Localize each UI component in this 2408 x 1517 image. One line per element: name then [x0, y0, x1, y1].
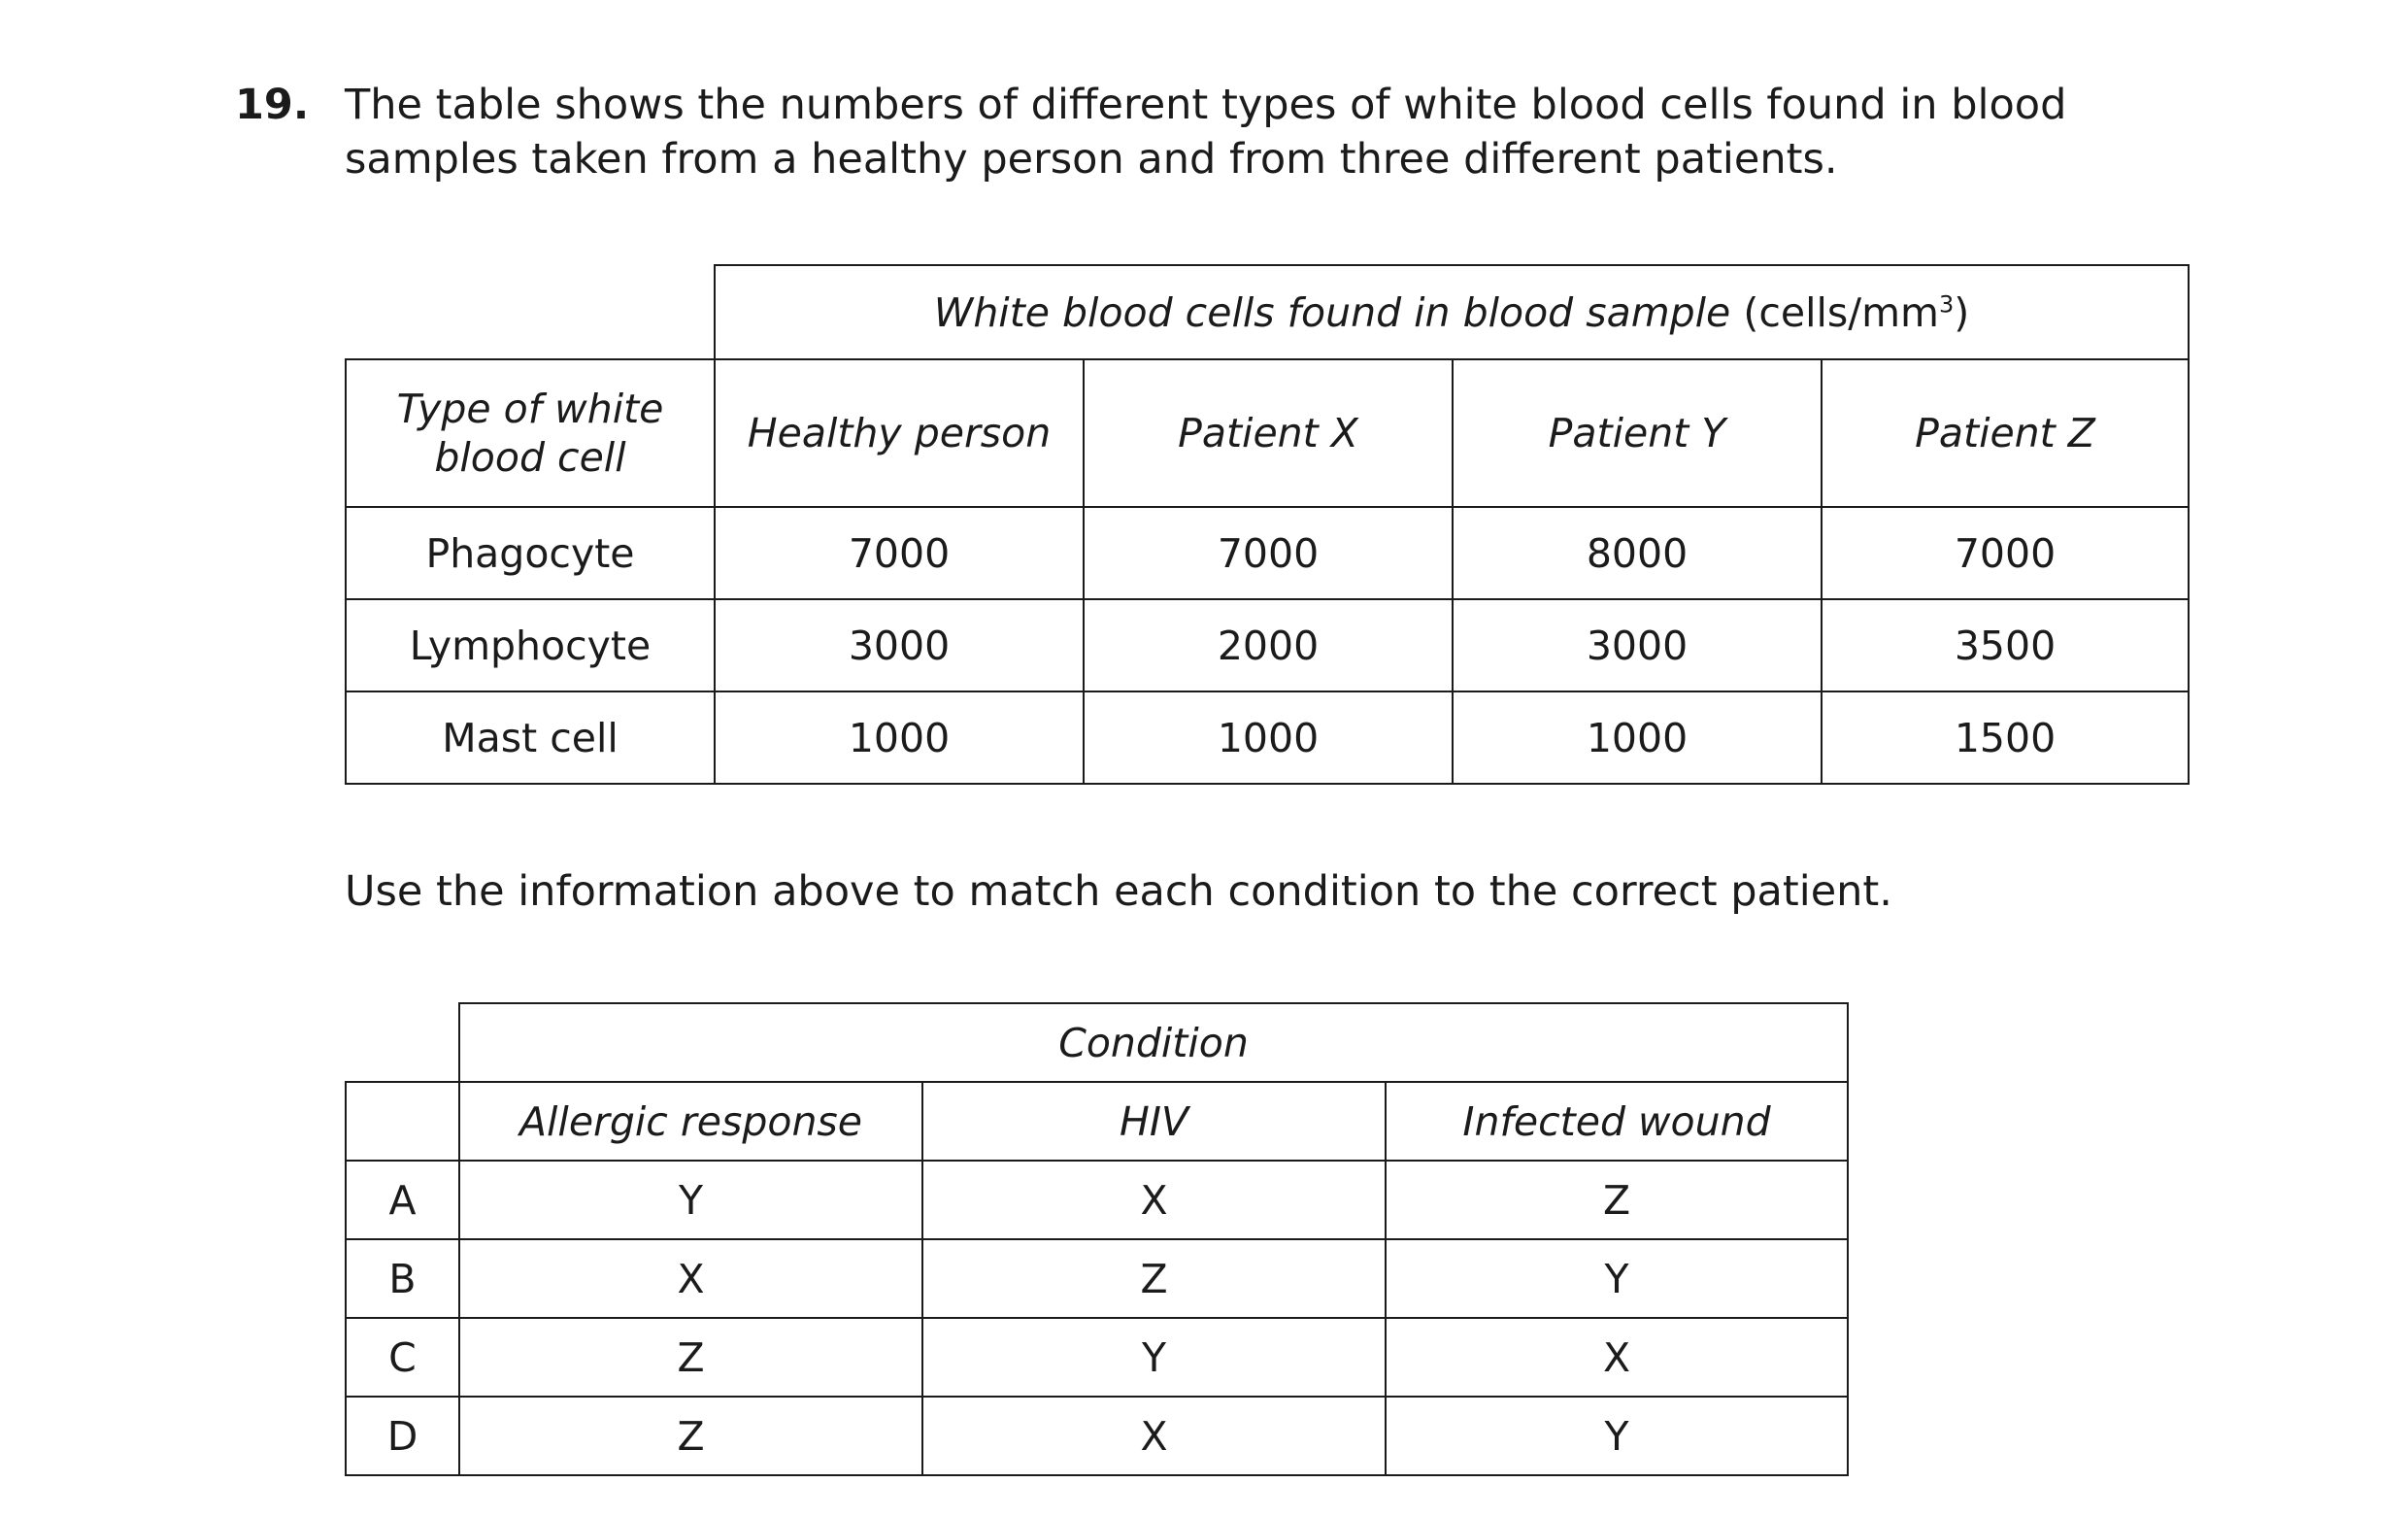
- column-header: Healthy person: [715, 359, 1084, 507]
- group-header-title: White blood cells found in blood sample: [933, 288, 1731, 336]
- option-value: Y: [922, 1318, 1386, 1397]
- cell-count: 1000: [715, 691, 1084, 784]
- option-value: Y: [1386, 1239, 1848, 1318]
- option-value: Z: [1386, 1161, 1848, 1239]
- cell-count: 8000: [1453, 507, 1822, 599]
- cell-count: 1500: [1822, 691, 2189, 784]
- option-row: [346, 1397, 1848, 1475]
- options-letter-header-blank: [346, 1082, 459, 1161]
- question-text: The table shows the numbers of different types of white blood cells found in blood samples taken from a healthy person and from three different patients.: [345, 81, 2067, 184]
- column-header: Patient Z: [1822, 359, 2189, 507]
- option-row: [346, 1239, 1848, 1318]
- table-corner-blank: [346, 265, 715, 359]
- condition-header: Condition: [459, 1003, 1848, 1082]
- condition-column-header: Infected wound: [1386, 1082, 1848, 1161]
- instruction-text: Use the information above to match each condition to the correct patient.: [345, 867, 1892, 916]
- option-value: X: [459, 1239, 922, 1318]
- group-header: [715, 265, 2189, 359]
- option-value: Z: [922, 1239, 1386, 1318]
- option-value: X: [922, 1397, 1386, 1475]
- cell-type-label: Mast cell: [346, 691, 715, 784]
- option-value: Z: [459, 1318, 922, 1397]
- option-value: Z: [459, 1397, 922, 1475]
- white-blood-cell-table: [345, 264, 2190, 785]
- table-row: [346, 599, 2189, 691]
- answer-options-table: [345, 1002, 1849, 1476]
- option-value: X: [922, 1161, 1386, 1239]
- option-letter[interactable]: D: [346, 1397, 459, 1475]
- option-letter[interactable]: C: [346, 1318, 459, 1397]
- cell-type-label: Phagocyte: [346, 507, 715, 599]
- cell-count: 2000: [1084, 599, 1453, 691]
- option-letter[interactable]: A: [346, 1161, 459, 1239]
- option-value: X: [1386, 1318, 1848, 1397]
- cell-count: 7000: [1084, 507, 1453, 599]
- option-row: [346, 1318, 1848, 1397]
- column-header: Patient X: [1084, 359, 1453, 507]
- cell-count: 1000: [1453, 691, 1822, 784]
- options-corner-blank: [346, 1003, 459, 1082]
- row-header-cell-type: Type of white blood cell: [346, 359, 715, 507]
- option-letter[interactable]: B: [346, 1239, 459, 1318]
- cell-count: 3000: [715, 599, 1084, 691]
- table-row: [346, 691, 2189, 784]
- option-value: Y: [459, 1161, 922, 1239]
- cell-type-label: Lymphocyte: [346, 599, 715, 691]
- question-number: 19.: [235, 81, 310, 129]
- cell-count: 7000: [715, 507, 1084, 599]
- table-row: [346, 507, 2189, 599]
- cell-count: 7000: [1822, 507, 2189, 599]
- option-row: [346, 1161, 1848, 1239]
- cell-count: 3500: [1822, 599, 2189, 691]
- group-header-unit: $(cells/mm^3)$: [1743, 288, 1970, 336]
- condition-column-header: Allergic response: [459, 1082, 922, 1161]
- option-value: Y: [1386, 1397, 1848, 1475]
- column-header: Patient Y: [1453, 359, 1822, 507]
- condition-column-header: HIV: [922, 1082, 1386, 1161]
- cell-count: 1000: [1084, 691, 1453, 784]
- cell-count: 3000: [1453, 599, 1822, 691]
